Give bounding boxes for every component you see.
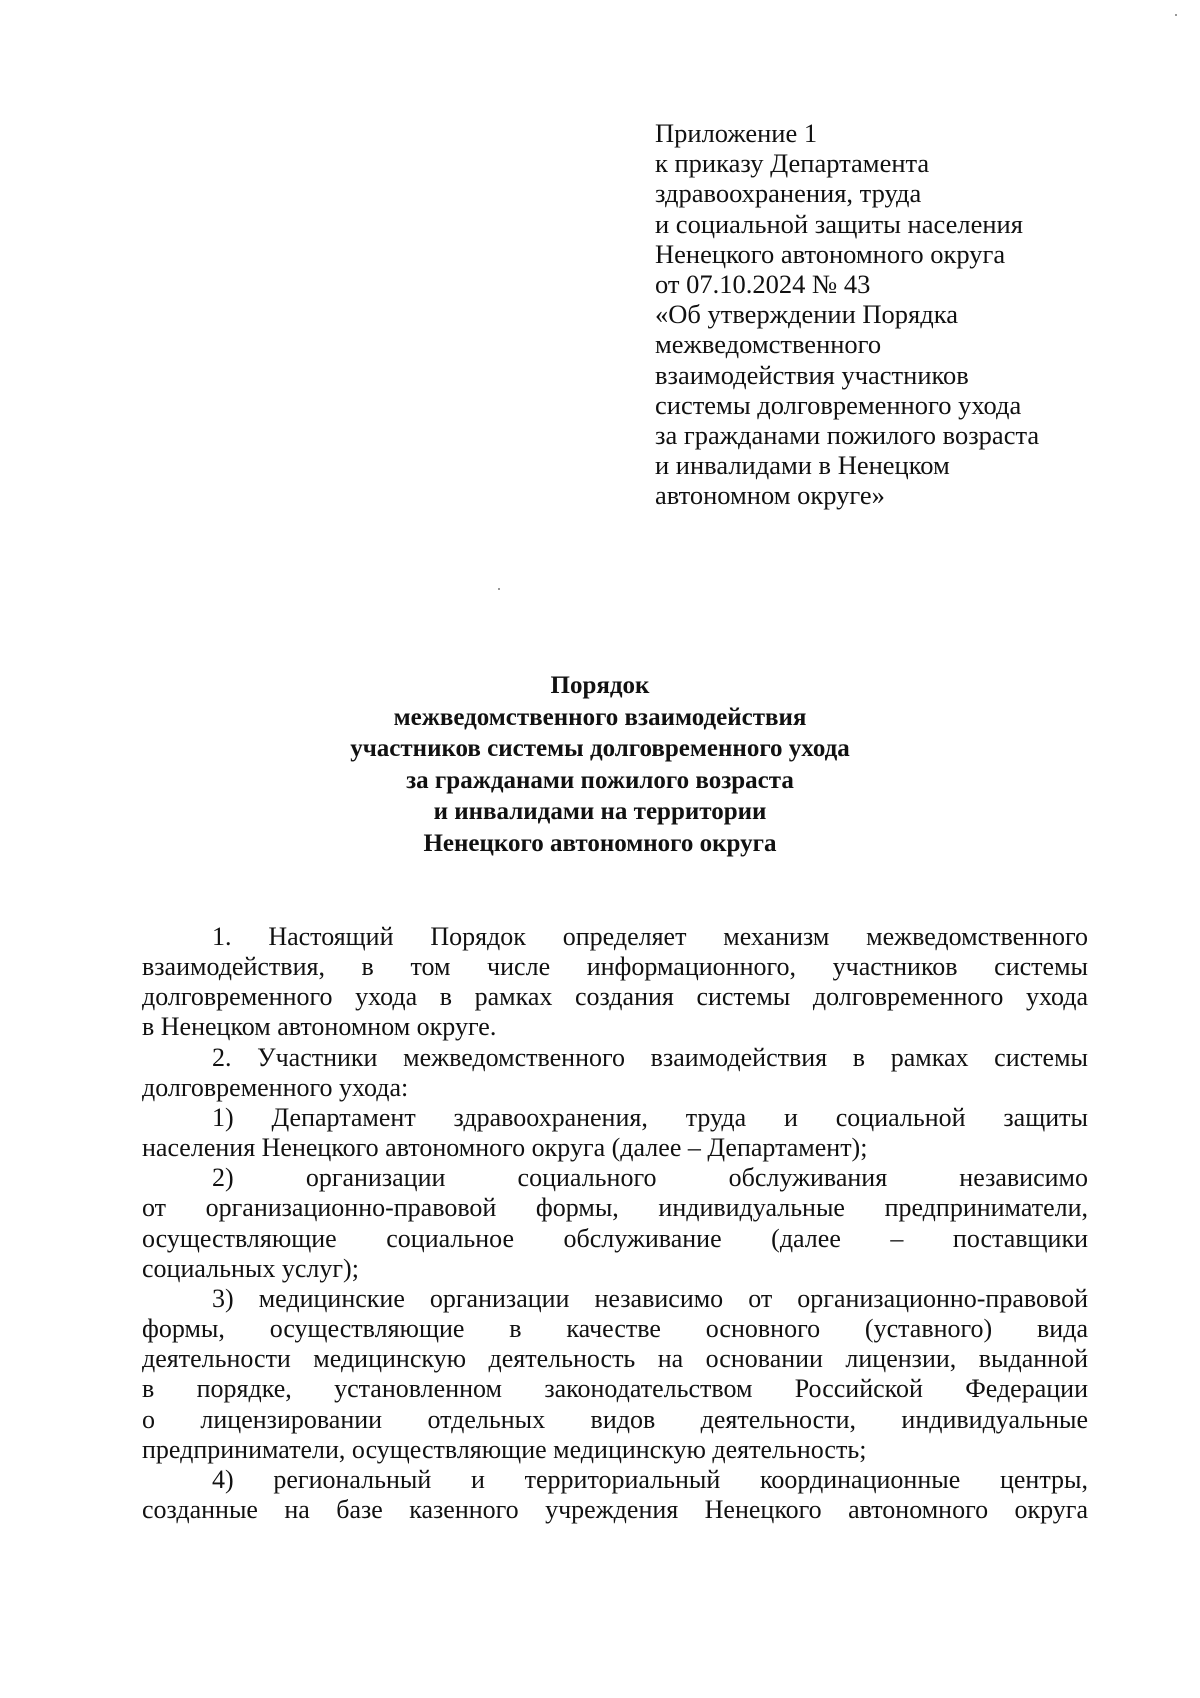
body-line: социальных услуг); — [142, 1253, 359, 1283]
scan-speck — [498, 588, 500, 590]
appendix-line: взаимодействия участников — [655, 359, 969, 390]
appendix-line: за гражданами пожилого возраста — [655, 420, 1040, 451]
appendix-line: к приказу Департамента — [655, 148, 930, 179]
body-line: долговременного ухода в рамках создания системы долговременного ухода — [142, 982, 1088, 1012]
title-line: Ненецкого автономного округа — [423, 829, 777, 857]
document-title — [0, 670, 1200, 859]
appendix-line: и социальной защиты населения — [655, 208, 1023, 239]
title-line: за гражданами пожилого возраста — [406, 766, 794, 794]
scan-speck — [1175, 14, 1177, 16]
body-line: 3) медицинские организации независимо от организационно-правовой — [212, 1283, 1088, 1313]
appendix-line: «Об утверждении Порядка — [655, 299, 958, 330]
title-line: участников системы долговременного ухода — [350, 735, 850, 762]
body-line: населения Ненецкого автономного округа (далее – Департамент); — [142, 1133, 868, 1163]
appendix-line: здравоохранения, труда — [655, 178, 922, 209]
appendix-line: Приложение 1 — [655, 118, 818, 148]
body-line: 1) Департамент здравоохранения, труда и социальной защиты — [212, 1102, 1088, 1132]
appendix-header — [655, 118, 1115, 511]
title-line: Порядок — [550, 672, 650, 699]
document-body — [142, 922, 1088, 1525]
appendix-line: автономном округе» — [655, 480, 885, 511]
body-line: взаимодействия, в том числе информационного, участников системы — [142, 952, 1088, 982]
body-line: долговременного ухода: — [142, 1072, 409, 1102]
appendix-line: системы долговременного ухода — [655, 389, 1022, 420]
body-line: 4) региональный и территориальный координационные центры, — [212, 1464, 1088, 1494]
appendix-line: Ненецкого автономного округа — [655, 238, 1006, 269]
appendix-line: межведомственного — [655, 329, 882, 360]
body-line: созданные на базе казенного учреждения Ненецкого автономного округа — [142, 1494, 1088, 1524]
appendix-line: и инвалидами в Ненецком — [655, 450, 950, 481]
title-line: и инвалидами на территории — [433, 798, 767, 825]
body-line: в Ненецком автономном округе. — [142, 1012, 497, 1042]
body-line: о лицензировании отдельных видов деятельности, индивидуальные — [142, 1404, 1088, 1434]
body-line: в порядке, установленном законодательством Российской Федерации — [142, 1374, 1088, 1404]
body-line: 2. Участники межведомственного взаимодействия в рамках системы — [212, 1042, 1088, 1072]
body-line: 1. Настоящий Порядок определяет механизм межведомственного — [212, 922, 1088, 951]
body-line: предприниматели, осуществляющие медицинскую деятельность; — [142, 1434, 867, 1464]
body-line: формы, осуществляющие в качестве основного (уставного) вида — [142, 1314, 1088, 1344]
body-line: 2) организации социального обслуживания независимо — [212, 1163, 1088, 1193]
body-line: от организационно-правовой формы, индивидуальные предприниматели, — [142, 1193, 1088, 1223]
body-line: деятельности медицинскую деятельность на основании лицензии, выданной — [142, 1344, 1088, 1374]
body-line: осуществляющие социальное обслуживание (далее – поставщики — [142, 1223, 1088, 1253]
appendix-line: от 07.10.2024 № 43 — [655, 269, 871, 300]
title-line: межведомственного взаимодействия — [393, 703, 807, 731]
